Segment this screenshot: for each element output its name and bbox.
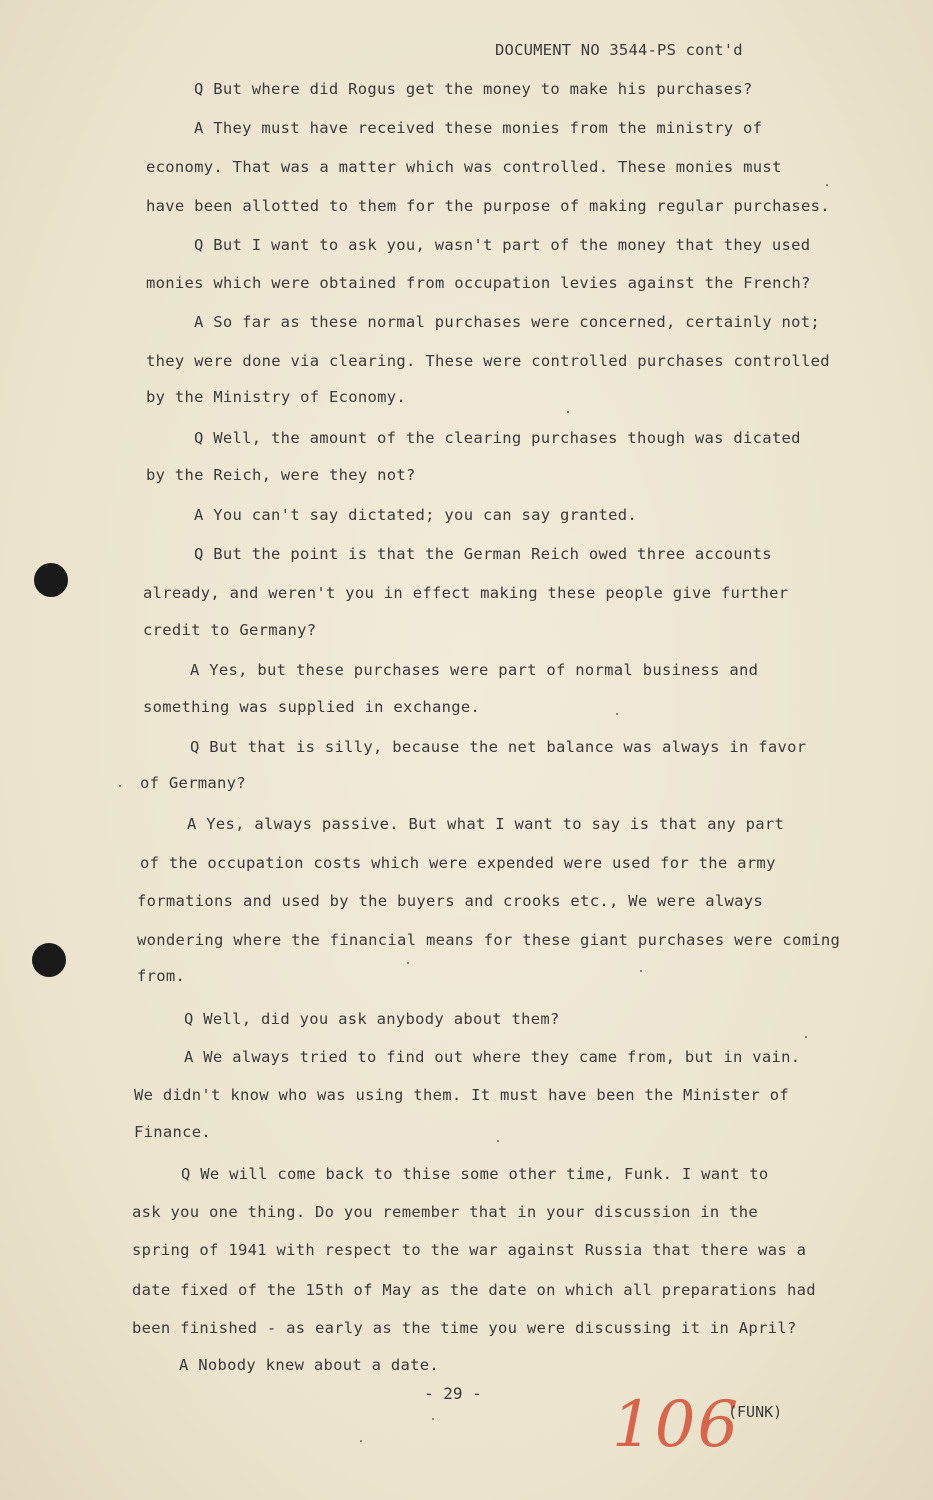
speck xyxy=(616,713,618,715)
stamp-number: 106 xyxy=(612,1388,741,1462)
speck xyxy=(119,785,121,787)
text-line: Q But I want to ask you, wasn't part of the money that they used xyxy=(194,236,811,254)
text-line: Q But that is silly, because the net balance was always in favor xyxy=(190,738,807,756)
text-line: wondering where the financial means for these giant purchases were coming xyxy=(137,931,841,949)
speck xyxy=(360,1440,362,1442)
page-number: - 29 - xyxy=(424,1384,482,1403)
text-line: economy. That was a matter which was controlled. These monies must xyxy=(146,158,782,176)
speck xyxy=(497,1140,499,1142)
text-line: already, and weren't you in effect making these people give further xyxy=(143,584,789,602)
text-line: formations and used by the buyers and crooks etc., We were always xyxy=(137,892,764,910)
punch-hole xyxy=(32,943,66,977)
text-line: by the Reich, were they not? xyxy=(146,466,416,484)
text-line: A They must have received these monies from the ministry of xyxy=(194,119,763,137)
text-line: something was supplied in exchange. xyxy=(143,698,481,716)
speck xyxy=(826,184,828,186)
text-line: Q Well, the amount of the clearing purchases though was dicated xyxy=(194,429,801,447)
text-line: A You can't say dictated; you can say granted. xyxy=(194,506,638,524)
text-line: of the occupation costs which were expended were used for the army xyxy=(140,854,776,872)
text-line: monies which were obtained from occupation levies against the French? xyxy=(146,274,811,292)
text-line: Q We will come back to thise some other time, Funk. I want to xyxy=(181,1165,769,1183)
text-line: Finance. xyxy=(134,1123,212,1141)
text-line: A Yes, but these purchases were part of normal business and xyxy=(190,661,759,679)
text-line: A Yes, always passive. But what I want to say is that any part xyxy=(187,815,785,833)
text-line: spring of 1941 with respect to the war against Russia that there was a xyxy=(132,1241,807,1259)
footer-name: (FUNK) xyxy=(728,1403,783,1421)
text-line: A We always tried to find out where they came from, but in vain. xyxy=(184,1048,801,1066)
speck xyxy=(407,962,409,964)
speck xyxy=(432,1418,434,1420)
speck xyxy=(640,970,642,972)
text-line: Q Well, did you ask anybody about them? xyxy=(184,1010,560,1028)
text-line: Q But where did Rogus get the money to make his purchases? xyxy=(194,80,753,98)
text-line: by the Ministry of Economy. xyxy=(146,388,407,406)
text-line: A Nobody knew about a date. xyxy=(179,1356,440,1374)
text-line: have been allotted to them for the purpose of making regular purchases. xyxy=(146,197,830,215)
text-line: credit to Germany? xyxy=(143,621,317,639)
document-header: DOCUMENT NO 3544-PS cont'd xyxy=(495,41,743,59)
text-line: they were done via clearing. These were controlled purchases controlled xyxy=(146,352,830,370)
speck xyxy=(567,411,569,413)
text-line: of Germany? xyxy=(140,774,246,792)
punch-hole xyxy=(34,563,68,597)
text-line: ask you one thing. Do you remember that in your discussion in the xyxy=(132,1203,759,1221)
text-line: A So far as these normal purchases were concerned, certainly not; xyxy=(194,313,821,331)
text-line: from. xyxy=(137,967,186,985)
text-line: been finished - as early as the time you were discussing it in April? xyxy=(132,1319,797,1337)
text-line: date fixed of the 15th of May as the date on which all preparations had xyxy=(132,1281,816,1299)
text-line: We didn't know who was using them. It must have been the Minister of xyxy=(134,1086,789,1104)
speck xyxy=(805,1036,807,1038)
text-line: Q But the point is that the German Reich owed three accounts xyxy=(194,545,772,563)
